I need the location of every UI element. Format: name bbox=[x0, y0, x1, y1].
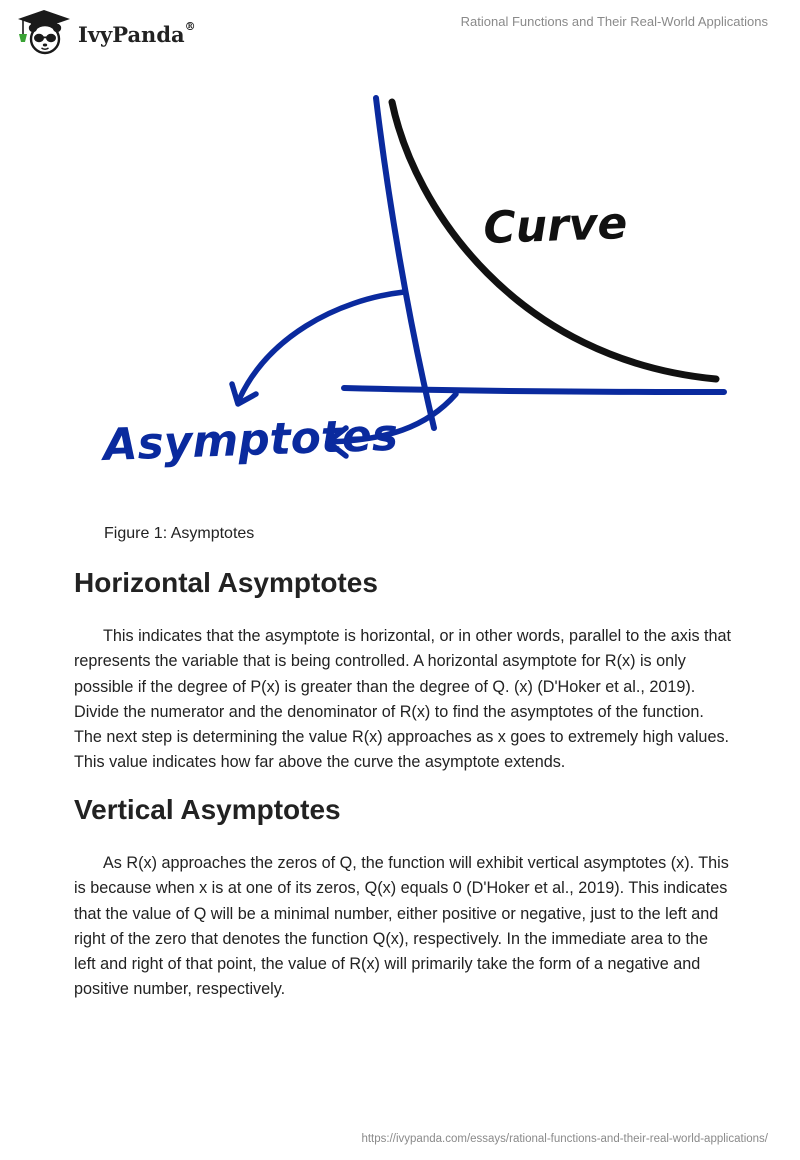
logo-wordmark bbox=[78, 22, 196, 47]
curve-label: Curve bbox=[482, 198, 629, 254]
asymptotes-illustration bbox=[96, 88, 736, 488]
page-header bbox=[0, 0, 800, 60]
figure-caption: Figure 1: Asymptotes bbox=[104, 525, 255, 542]
document-title: Rational Functions and Their Real-World Applications bbox=[460, 14, 768, 29]
horizontal-asymptote-line bbox=[344, 388, 724, 392]
upper-arrow bbox=[238, 292, 404, 402]
paragraph-horizontal-asymptotes: This indicates that the asymptote is horizontal, or in other words, parallel to the axis that represents the variable that is being controlled. A horizontal asymptote for R(x) is only possible if the degree of P(x) is greater than the degree of Q. (x) (D'Hoker et al., 2019). Divide the numerator and the denominator of R(x) to find the asymptotes of the function. The next step is determining the value R(x) approaches as x goes to extremely high values. This value indicates how far above the curve the asymptote extends. bbox=[74, 627, 732, 772]
source-url[interactable]: https://ivypanda.com/essays/rational-functions-and-their-real-world-applications/ bbox=[361, 1133, 768, 1145]
heading-vertical-asymptotes: Vertical Asymptotes bbox=[74, 794, 341, 825]
ivypanda-logo[interactable] bbox=[14, 8, 214, 56]
logo-text: IvyPanda bbox=[78, 22, 185, 47]
registered-mark: ® bbox=[184, 20, 196, 33]
heading-horizontal-asymptotes: Horizontal Asymptotes bbox=[74, 567, 378, 598]
asymptotes-label: Asymptotes bbox=[102, 409, 399, 471]
paragraph-vertical-asymptotes: As R(x) approaches the zeros of Q, the function will exhibit vertical asymptotes (x). This is because when x is at one of its zeros, Q(x) equals 0 (D'Hoker et al., 2019). This indicates that the value of Q will be a minimal number, either positive or negative, just to the left and right of the zero that denotes the function Q(x), respectively. In the immediate area to the left and right of that point, the value of R(x) will primarily take the form of a negative and positive number, respectively. bbox=[74, 854, 729, 999]
asymptotes-figure bbox=[96, 88, 736, 488]
panda-graduate-icon bbox=[14, 8, 74, 56]
